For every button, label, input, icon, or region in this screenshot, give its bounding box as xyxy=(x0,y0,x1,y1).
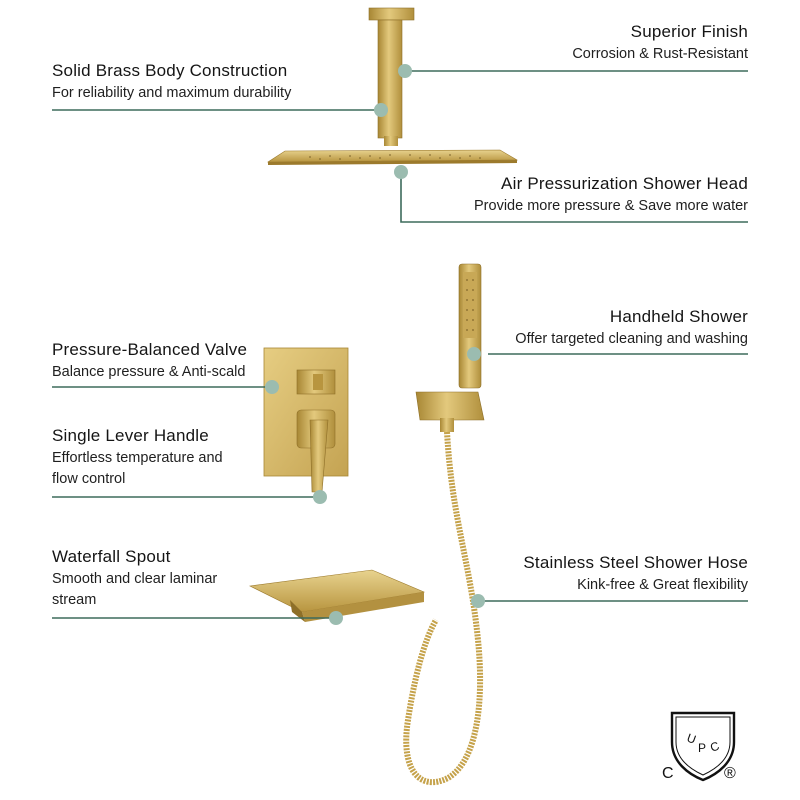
cert-c-mark: C xyxy=(662,765,674,782)
callout-subtitle: For reliability and maximum durability xyxy=(52,85,292,102)
callout-finish xyxy=(572,22,748,64)
svg-text:C: C xyxy=(708,738,722,755)
callout-valve xyxy=(52,340,247,382)
shower-hose xyxy=(406,432,480,782)
callout-title: Waterfall Spout xyxy=(52,547,171,566)
callout-title: Pressure-Balanced Valve xyxy=(52,340,248,359)
svg-text:U: U xyxy=(684,730,698,747)
callout-handheld xyxy=(515,307,748,349)
callout-dot-hose xyxy=(471,594,485,608)
registered-mark: ® xyxy=(724,765,736,782)
callout-dot-brass xyxy=(374,103,388,117)
callout-subtitle: Offer targeted cleaning and washing xyxy=(515,331,748,348)
callout-dot-lever xyxy=(313,490,327,504)
callout-subtitle: Kink-free & Great flexibility xyxy=(577,577,748,594)
callout-dot-handheld xyxy=(467,347,481,361)
callout-dot-head xyxy=(394,165,408,179)
shower-head xyxy=(268,150,517,165)
callout-subtitle-line2: stream xyxy=(52,591,97,608)
callout-title: Solid Brass Body Construction xyxy=(52,61,288,80)
callout-dot-spout xyxy=(329,611,343,625)
callout-dot-finish xyxy=(398,64,412,78)
callout-spout xyxy=(52,547,217,609)
callout-title: Air Pressurization Shower Head xyxy=(501,174,748,193)
callout-hose xyxy=(523,553,748,595)
valve-trim-plate xyxy=(264,348,348,492)
callout-subtitle: Provide more pressure & Save more water xyxy=(474,198,748,215)
callout-subtitle-line2: flow control xyxy=(52,470,126,487)
callout-brass-body xyxy=(52,61,291,103)
callout-subtitle: Corrosion & Rust-Resistant xyxy=(572,46,748,63)
callout-subtitle-line1: Smooth and clear laminar xyxy=(52,571,218,588)
callout-subtitle: Balance pressure & Anti-scald xyxy=(52,364,246,381)
callout-lever xyxy=(52,426,223,488)
callout-dot-valve xyxy=(265,380,279,394)
callout-subtitle-line1: Effortless temperature and xyxy=(52,450,223,467)
callout-title: Stainless Steel Shower Hose xyxy=(523,553,748,572)
callout-title: Single Lever Handle xyxy=(52,426,209,445)
svg-text:P: P xyxy=(698,741,707,755)
callout-shower-head xyxy=(474,174,748,216)
callout-title: Superior Finish xyxy=(630,22,748,41)
callout-title: Handheld Shower xyxy=(609,307,748,326)
